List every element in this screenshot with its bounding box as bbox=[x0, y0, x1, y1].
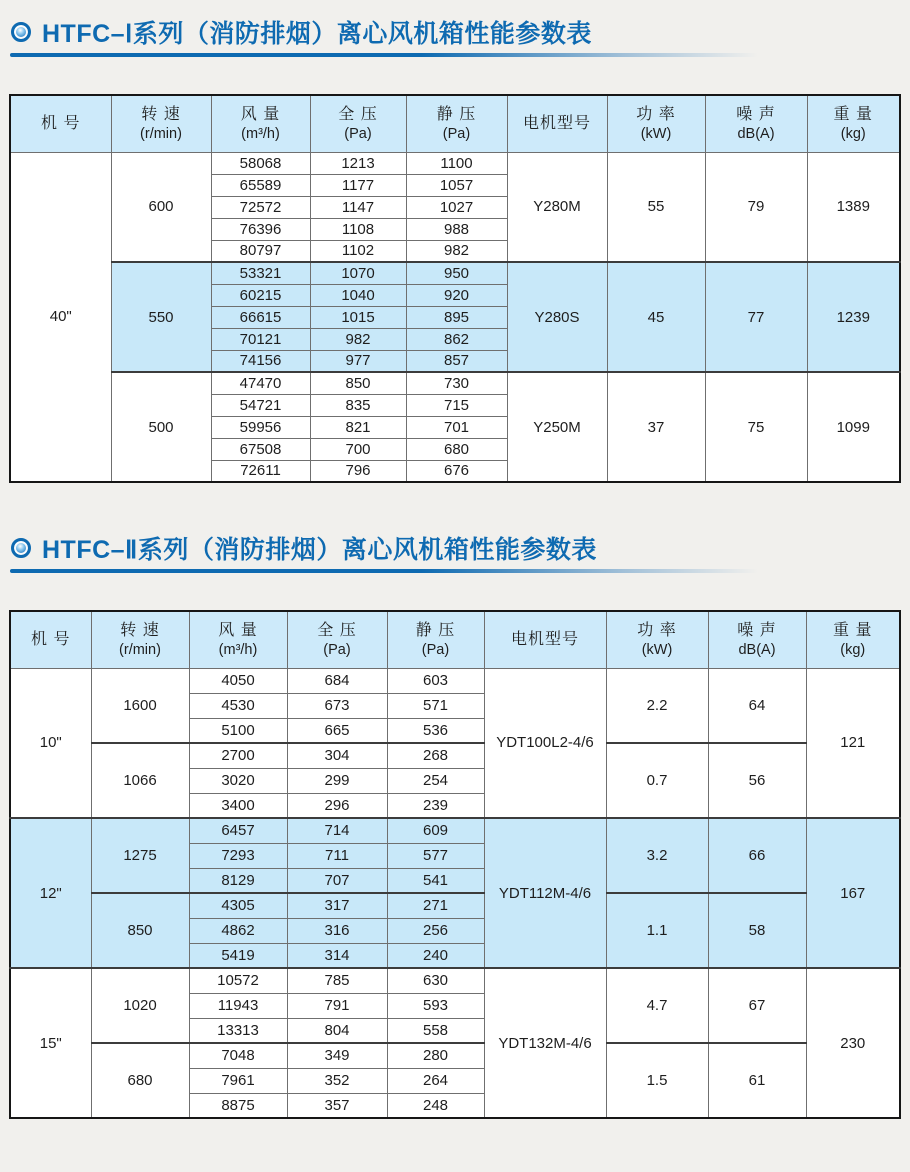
power-cell: 4.7 bbox=[606, 968, 708, 1043]
static-pressure-cell: 280 bbox=[387, 1043, 484, 1068]
rpm-cell: 500 bbox=[111, 372, 211, 482]
static-pressure-cell: 256 bbox=[387, 918, 484, 943]
column-unit: (r/min) bbox=[119, 642, 161, 659]
column-unit: (kg) bbox=[840, 642, 866, 659]
total-pressure-cell: 1102 bbox=[310, 240, 406, 262]
flow-cell: 67508 bbox=[211, 438, 310, 460]
total-pressure-cell: 785 bbox=[287, 968, 387, 993]
static-pressure-cell: 268 bbox=[387, 743, 484, 768]
column-label: 机 号 bbox=[41, 114, 81, 132]
power-cell: 0.7 bbox=[606, 743, 708, 818]
column-unit: dB(A) bbox=[737, 126, 775, 143]
total-pressure-cell: 357 bbox=[287, 1093, 387, 1118]
total-pressure-cell: 317 bbox=[287, 893, 387, 918]
column-label: 重 量 bbox=[833, 622, 873, 640]
total-pressure-cell: 1147 bbox=[310, 196, 406, 218]
table2-title: HTFC–Ⅱ系列（消防排烟）离心风机箱性能参数表 bbox=[42, 536, 597, 564]
static-pressure-cell: 1027 bbox=[406, 196, 507, 218]
flow-cell: 65589 bbox=[211, 174, 310, 196]
flow-cell: 8875 bbox=[189, 1093, 287, 1118]
total-pressure-cell: 684 bbox=[287, 668, 387, 693]
column-header bbox=[607, 95, 705, 152]
column-unit: (Pa) bbox=[442, 126, 471, 143]
column-header bbox=[287, 611, 387, 668]
static-pressure-cell: 950 bbox=[406, 262, 507, 284]
static-pressure-cell: 240 bbox=[387, 943, 484, 968]
static-pressure-cell: 701 bbox=[406, 416, 507, 438]
column-header bbox=[484, 611, 606, 668]
column-label: 噪 声 bbox=[736, 106, 776, 124]
static-pressure-cell: 239 bbox=[387, 793, 484, 818]
flow-cell: 4050 bbox=[189, 668, 287, 693]
column-label: 机 号 bbox=[31, 630, 71, 648]
flow-cell: 5100 bbox=[189, 718, 287, 743]
htfc2-section bbox=[9, 531, 901, 1119]
column-header bbox=[705, 95, 807, 152]
column-header bbox=[189, 611, 287, 668]
rpm-cell: 550 bbox=[111, 262, 211, 372]
total-pressure-cell: 796 bbox=[310, 460, 406, 482]
total-pressure-cell: 352 bbox=[287, 1068, 387, 1093]
section1-title-row bbox=[11, 15, 901, 49]
htfc1-section bbox=[9, 15, 901, 483]
noise-cell: 79 bbox=[705, 152, 807, 262]
size-cell: 12" bbox=[10, 818, 91, 968]
total-pressure-cell: 700 bbox=[310, 438, 406, 460]
static-pressure-cell: 541 bbox=[387, 868, 484, 893]
flow-cell: 74156 bbox=[211, 350, 310, 372]
column-header bbox=[807, 95, 900, 152]
flow-cell: 8129 bbox=[189, 868, 287, 893]
static-pressure-cell: 920 bbox=[406, 284, 507, 306]
total-pressure-cell: 314 bbox=[287, 943, 387, 968]
total-pressure-cell: 1108 bbox=[310, 218, 406, 240]
motor-cell: YDT100L2-4/6 bbox=[484, 668, 606, 818]
column-unit: (m³/h) bbox=[241, 126, 280, 143]
flow-cell: 3020 bbox=[189, 768, 287, 793]
column-label: 电机型号 bbox=[510, 630, 579, 648]
noise-cell: 67 bbox=[708, 968, 806, 1043]
noise-cell: 77 bbox=[705, 262, 807, 372]
title-underline bbox=[10, 53, 758, 57]
noise-cell: 56 bbox=[708, 743, 806, 818]
column-label: 转 速 bbox=[120, 622, 160, 640]
rpm-cell: 600 bbox=[111, 152, 211, 262]
column-unit: (Pa) bbox=[421, 642, 450, 659]
total-pressure-cell: 850 bbox=[310, 372, 406, 394]
column-label: 静 压 bbox=[436, 106, 477, 124]
rpm-cell: 850 bbox=[91, 893, 189, 968]
static-pressure-cell: 982 bbox=[406, 240, 507, 262]
total-pressure-cell: 791 bbox=[287, 993, 387, 1018]
column-header bbox=[211, 95, 310, 152]
static-pressure-cell: 988 bbox=[406, 218, 507, 240]
total-pressure-cell: 296 bbox=[287, 793, 387, 818]
flow-cell: 11943 bbox=[189, 993, 287, 1018]
column-unit: (m³/h) bbox=[218, 642, 258, 659]
column-unit: (kW) bbox=[641, 642, 673, 659]
flow-cell: 58068 bbox=[211, 152, 310, 174]
htfc1-performance-table bbox=[9, 94, 901, 483]
column-label: 全 压 bbox=[338, 106, 378, 124]
column-header bbox=[606, 611, 708, 668]
flow-cell: 7293 bbox=[189, 843, 287, 868]
static-pressure-cell: 862 bbox=[406, 328, 507, 350]
weight-cell: 1389 bbox=[807, 152, 900, 262]
flow-cell: 70121 bbox=[211, 328, 310, 350]
static-pressure-cell: 593 bbox=[387, 993, 484, 1018]
total-pressure-cell: 711 bbox=[287, 843, 387, 868]
flow-cell: 72572 bbox=[211, 196, 310, 218]
column-header bbox=[111, 95, 211, 152]
static-pressure-cell: 609 bbox=[387, 818, 484, 843]
flow-cell: 7961 bbox=[189, 1068, 287, 1093]
column-label: 全 压 bbox=[317, 622, 357, 640]
flow-cell: 53321 bbox=[211, 262, 310, 284]
size-cell: 10" bbox=[10, 668, 91, 818]
column-label: 静 压 bbox=[415, 622, 456, 640]
static-pressure-cell: 248 bbox=[387, 1093, 484, 1118]
noise-cell: 64 bbox=[708, 668, 806, 743]
flow-cell: 59956 bbox=[211, 416, 310, 438]
weight-cell: 230 bbox=[806, 968, 900, 1118]
weight-cell: 1099 bbox=[807, 372, 900, 482]
total-pressure-cell: 1213 bbox=[310, 152, 406, 174]
column-header bbox=[806, 611, 900, 668]
flow-cell: 5419 bbox=[189, 943, 287, 968]
static-pressure-cell: 536 bbox=[387, 718, 484, 743]
htfc2-performance-table bbox=[9, 610, 901, 1119]
column-header bbox=[406, 95, 507, 152]
static-pressure-cell: 730 bbox=[406, 372, 507, 394]
total-pressure-cell: 673 bbox=[287, 693, 387, 718]
total-pressure-cell: 707 bbox=[287, 868, 387, 893]
flow-cell: 4530 bbox=[189, 693, 287, 718]
static-pressure-cell: 571 bbox=[387, 693, 484, 718]
static-pressure-cell: 1100 bbox=[406, 152, 507, 174]
column-header bbox=[91, 611, 189, 668]
power-cell: 45 bbox=[607, 262, 705, 372]
total-pressure-cell: 349 bbox=[287, 1043, 387, 1068]
table1-title: HTFC–Ⅰ系列（消防排烟）离心风机箱性能参数表 bbox=[42, 20, 592, 48]
flow-cell: 66615 bbox=[211, 306, 310, 328]
power-cell: 2.2 bbox=[606, 668, 708, 743]
column-header bbox=[310, 95, 406, 152]
power-cell: 55 bbox=[607, 152, 705, 262]
total-pressure-cell: 977 bbox=[310, 350, 406, 372]
column-unit: (kW) bbox=[640, 126, 672, 143]
flow-cell: 47470 bbox=[211, 372, 310, 394]
static-pressure-cell: 264 bbox=[387, 1068, 484, 1093]
total-pressure-cell: 1015 bbox=[310, 306, 406, 328]
column-header bbox=[708, 611, 806, 668]
section2-title-row bbox=[11, 531, 901, 565]
flow-cell: 60215 bbox=[211, 284, 310, 306]
static-pressure-cell: 577 bbox=[387, 843, 484, 868]
size-cell: 40" bbox=[10, 152, 111, 482]
bullet-icon bbox=[11, 538, 31, 558]
rpm-cell: 1275 bbox=[91, 818, 189, 893]
total-pressure-cell: 821 bbox=[310, 416, 406, 438]
total-pressure-cell: 316 bbox=[287, 918, 387, 943]
weight-cell: 167 bbox=[806, 818, 900, 968]
flow-cell: 10572 bbox=[189, 968, 287, 993]
static-pressure-cell: 857 bbox=[406, 350, 507, 372]
static-pressure-cell: 1057 bbox=[406, 174, 507, 196]
column-header bbox=[507, 95, 607, 152]
column-label: 风 量 bbox=[240, 106, 281, 124]
column-label: 电机型号 bbox=[522, 114, 591, 132]
column-label: 功 率 bbox=[636, 106, 676, 124]
column-label: 风 量 bbox=[218, 622, 258, 640]
flow-cell: 76396 bbox=[211, 218, 310, 240]
motor-cell: Y250M bbox=[507, 372, 607, 482]
power-cell: 1.5 bbox=[606, 1043, 708, 1118]
column-header bbox=[10, 95, 111, 152]
motor-cell: YDT112M-4/6 bbox=[484, 818, 606, 968]
static-pressure-cell: 254 bbox=[387, 768, 484, 793]
total-pressure-cell: 299 bbox=[287, 768, 387, 793]
weight-cell: 121 bbox=[806, 668, 900, 818]
flow-cell: 2700 bbox=[189, 743, 287, 768]
power-cell: 37 bbox=[607, 372, 705, 482]
total-pressure-cell: 982 bbox=[310, 328, 406, 350]
flow-cell: 72611 bbox=[211, 460, 310, 482]
power-cell: 1.1 bbox=[606, 893, 708, 968]
flow-cell: 6457 bbox=[189, 818, 287, 843]
rpm-cell: 1066 bbox=[91, 743, 189, 818]
rpm-cell: 1600 bbox=[91, 668, 189, 743]
flow-cell: 80797 bbox=[211, 240, 310, 262]
column-label: 转 速 bbox=[141, 106, 181, 124]
static-pressure-cell: 558 bbox=[387, 1018, 484, 1043]
column-unit: (Pa) bbox=[344, 126, 372, 143]
title-underline bbox=[10, 569, 758, 573]
column-unit: (kg) bbox=[840, 126, 866, 143]
column-label: 噪 声 bbox=[737, 622, 777, 640]
column-header bbox=[387, 611, 484, 668]
motor-cell: Y280M bbox=[507, 152, 607, 262]
size-cell: 15" bbox=[10, 968, 91, 1118]
total-pressure-cell: 804 bbox=[287, 1018, 387, 1043]
static-pressure-cell: 715 bbox=[406, 394, 507, 416]
noise-cell: 75 bbox=[705, 372, 807, 482]
column-unit: (r/min) bbox=[140, 126, 182, 143]
motor-cell: YDT132M-4/6 bbox=[484, 968, 606, 1118]
total-pressure-cell: 714 bbox=[287, 818, 387, 843]
column-label: 功 率 bbox=[637, 622, 677, 640]
power-cell: 3.2 bbox=[606, 818, 708, 893]
static-pressure-cell: 271 bbox=[387, 893, 484, 918]
noise-cell: 66 bbox=[708, 818, 806, 893]
column-header bbox=[10, 611, 91, 668]
flow-cell: 3400 bbox=[189, 793, 287, 818]
total-pressure-cell: 1177 bbox=[310, 174, 406, 196]
noise-cell: 61 bbox=[708, 1043, 806, 1118]
motor-cell: Y280S bbox=[507, 262, 607, 372]
rpm-cell: 680 bbox=[91, 1043, 189, 1118]
total-pressure-cell: 304 bbox=[287, 743, 387, 768]
static-pressure-cell: 630 bbox=[387, 968, 484, 993]
static-pressure-cell: 676 bbox=[406, 460, 507, 482]
flow-cell: 7048 bbox=[189, 1043, 287, 1068]
rpm-cell: 1020 bbox=[91, 968, 189, 1043]
flow-cell: 13313 bbox=[189, 1018, 287, 1043]
static-pressure-cell: 680 bbox=[406, 438, 507, 460]
column-unit: (Pa) bbox=[323, 642, 351, 659]
static-pressure-cell: 603 bbox=[387, 668, 484, 693]
flow-cell: 4862 bbox=[189, 918, 287, 943]
bullet-icon bbox=[11, 22, 31, 42]
noise-cell: 58 bbox=[708, 893, 806, 968]
weight-cell: 1239 bbox=[807, 262, 900, 372]
column-unit: dB(A) bbox=[738, 642, 776, 659]
total-pressure-cell: 1040 bbox=[310, 284, 406, 306]
static-pressure-cell: 895 bbox=[406, 306, 507, 328]
flow-cell: 4305 bbox=[189, 893, 287, 918]
column-label: 重 量 bbox=[833, 106, 873, 124]
flow-cell: 54721 bbox=[211, 394, 310, 416]
total-pressure-cell: 835 bbox=[310, 394, 406, 416]
total-pressure-cell: 1070 bbox=[310, 262, 406, 284]
total-pressure-cell: 665 bbox=[287, 718, 387, 743]
